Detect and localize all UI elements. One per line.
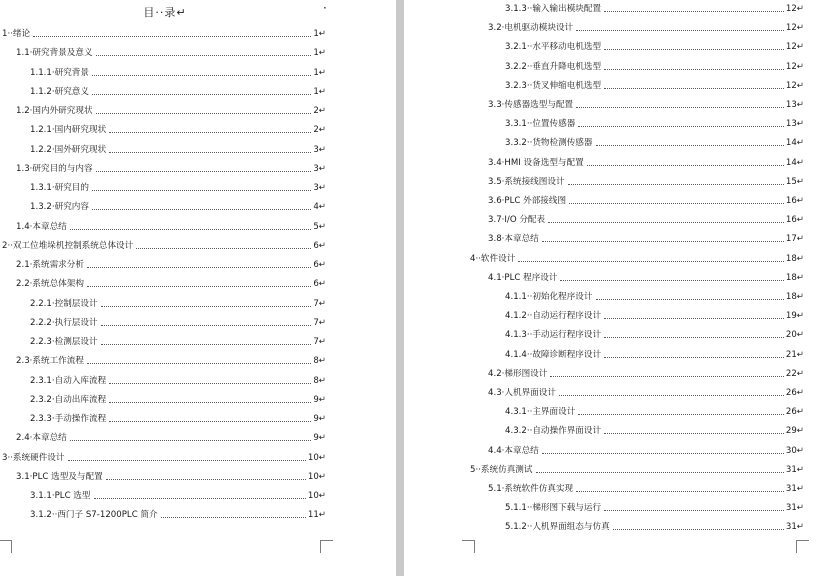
dot-leader <box>87 277 311 287</box>
toc-entry-title: 1.1.1·研究背景 <box>30 67 89 78</box>
toc-entry[interactable] <box>16 276 326 289</box>
dot-leader <box>68 451 306 461</box>
dot-leader <box>109 393 311 403</box>
toc-entry-page-number: 10↵ <box>307 452 326 463</box>
toc-entry-page-number: 1↵ <box>313 29 326 39</box>
dot-leader <box>576 482 784 492</box>
toc-entry[interactable] <box>505 135 804 148</box>
toc-entry-page-number: 13↵ <box>785 100 804 110</box>
toc-entry[interactable] <box>505 78 804 91</box>
toc-entry[interactable] <box>505 327 804 340</box>
toc-entry-title: 4.1.1··初始化程序设计 <box>505 292 593 302</box>
toc-entry[interactable] <box>30 334 326 347</box>
toc-entry-page-number: 18↵ <box>785 253 804 264</box>
dot-leader <box>92 200 311 210</box>
toc-entry-page-number: 3↵ <box>313 183 326 193</box>
left-document-page <box>0 0 396 576</box>
toc-entry-page-number: 22↵ <box>785 368 804 379</box>
dot-leader <box>559 386 784 396</box>
toc-entry-page-number: 9↵ <box>313 414 326 424</box>
toc-entry-title: 3.7·I/O 分配表 <box>488 215 546 226</box>
toc-entry[interactable] <box>488 97 804 110</box>
toc-entry-title: 2.4·本章总结 <box>16 433 67 444</box>
toc-entry[interactable] <box>505 116 804 129</box>
page-gutter <box>396 0 404 576</box>
toc-entry-title: 1.4·本章总结 <box>16 221 67 232</box>
toc-entry[interactable] <box>505 519 804 532</box>
toc-entry-page-number: 16↵ <box>785 196 804 206</box>
corner-mark: · <box>323 1 327 15</box>
toc-entry-title: 1.1.2·研究意义 <box>30 86 89 97</box>
page-corner-mark <box>462 540 475 553</box>
dot-leader <box>96 104 312 114</box>
toc-entry-page-number: 29↵ <box>785 426 804 437</box>
toc-entry-page-number: 4↵ <box>313 202 326 213</box>
toc-entry-title: 2.2.1·控制层设计 <box>30 298 98 309</box>
toc-entry-page-number: 31↵ <box>785 503 804 514</box>
dot-leader <box>569 194 784 204</box>
page-corner-mark <box>320 540 333 553</box>
toc-entry[interactable] <box>30 296 326 309</box>
dot-leader <box>106 470 306 480</box>
right-document-page <box>404 0 830 576</box>
toc-entry[interactable] <box>505 308 804 321</box>
dot-leader <box>101 335 312 345</box>
page-corner-mark <box>0 540 12 553</box>
toc-entry-title: 4.3.2··自动操作界面设计 <box>505 426 602 437</box>
dot-leader <box>604 309 784 319</box>
toc-entry-title: 1.3·研究目的与内容 <box>16 163 93 174</box>
toc-entry-title: 4.3·人机界面设计 <box>488 388 556 398</box>
toc-entry[interactable] <box>505 289 804 302</box>
dot-leader <box>109 123 311 133</box>
toc-entry-title: 3.2.2··垂直升降电机选型 <box>505 61 602 72</box>
toc-entry[interactable] <box>488 231 804 244</box>
toc-entry[interactable] <box>16 430 326 443</box>
toc-entry-page-number: 31↵ <box>785 464 804 475</box>
toc-entry-title: 2.2.2·执行层设计 <box>30 317 98 328</box>
toc-entry-page-number: 1↵ <box>313 67 326 78</box>
toc-entry-page-number: 15↵ <box>785 176 804 187</box>
toc-entry-title: 2.3.2·自动出库流程 <box>30 394 107 405</box>
toc-entry-title: 4··软件设计 <box>470 253 516 264</box>
toc-entry[interactable] <box>30 315 326 328</box>
toc-entry-page-number: 9↵ <box>313 394 326 405</box>
toc-entry[interactable] <box>488 155 804 168</box>
dot-leader <box>576 21 784 31</box>
dot-leader <box>101 316 312 326</box>
toc-entry-title: 1.3.1·研究目的 <box>30 183 89 193</box>
toc-entry-page-number: 12↵ <box>785 80 804 91</box>
toc-entry-title: 1.1·研究背景及意义 <box>16 48 93 59</box>
toc-entry-page-number: 12↵ <box>785 61 804 72</box>
dot-leader <box>101 297 312 307</box>
toc-entry-title: 4.1.3··手动运行程序设计 <box>505 330 602 341</box>
toc-entry[interactable] <box>30 392 326 405</box>
dot-leader <box>136 239 311 249</box>
toc-entry-page-number: 6↵ <box>313 260 326 270</box>
toc-entry[interactable] <box>30 373 326 386</box>
toc-entry[interactable] <box>470 462 804 475</box>
dot-leader <box>87 258 311 268</box>
toc-entry[interactable] <box>488 270 804 283</box>
toc-entry-page-number: 21↵ <box>785 349 804 360</box>
toc-entry[interactable] <box>30 199 326 212</box>
dot-leader <box>568 175 784 185</box>
toc-entry-page-number: 26↵ <box>785 388 804 398</box>
toc-entry-title: 3.3.2··货物检测传感器 <box>505 138 593 149</box>
dot-leader <box>109 143 311 153</box>
toc-entry[interactable] <box>505 500 804 513</box>
toc-entry-page-number: 1↵ <box>313 48 326 59</box>
dot-leader <box>96 162 312 172</box>
toc-entry-title: 4.4·本章总结 <box>488 445 539 456</box>
toc-entry-page-number: 12↵ <box>785 4 804 14</box>
toc-entry[interactable] <box>488 481 804 494</box>
dot-leader <box>560 271 783 281</box>
toc-entry[interactable] <box>488 443 804 456</box>
toc-entry-page-number: 16↵ <box>785 215 804 226</box>
dot-leader <box>536 463 784 473</box>
toc-entry-page-number: 31↵ <box>785 484 804 494</box>
toc-entry-page-number: 2↵ <box>313 125 326 136</box>
toc-entry-title: 1.2.2·国外研究现状 <box>30 144 107 155</box>
toc-entry[interactable] <box>30 84 326 97</box>
toc-entry-page-number: 18↵ <box>785 292 804 302</box>
toc-entry[interactable] <box>30 411 326 424</box>
toc-entry[interactable] <box>505 59 804 72</box>
toc-entry-page-number: 5↵ <box>313 221 326 232</box>
toc-entry-page-number: 12↵ <box>785 23 804 34</box>
dot-leader <box>92 85 311 95</box>
toc-entry-title: 3.6·PLC 外部接线图 <box>488 196 567 206</box>
dot-leader <box>604 79 784 89</box>
dot-leader <box>161 508 306 518</box>
dot-leader <box>578 117 784 127</box>
toc-entry-title: 2··双工位堆垛机控制系统总体设计 <box>2 240 134 251</box>
dot-leader <box>604 2 784 12</box>
toc-entry-page-number: 3↵ <box>313 163 326 174</box>
dot-leader <box>94 489 306 499</box>
toc-entry-page-number: 7↵ <box>313 317 326 328</box>
toc-entry-page-number: 13↵ <box>785 119 804 130</box>
dot-leader <box>596 290 784 300</box>
toc-entry[interactable] <box>505 423 804 436</box>
page-corner-mark <box>796 540 809 553</box>
dot-leader <box>109 374 311 384</box>
toc-entry-title: 3.5·系统接线图设计 <box>488 176 565 187</box>
toc-entry-page-number: 11↵ <box>307 510 326 521</box>
dot-leader <box>542 444 784 454</box>
toc-entry-page-number: 6↵ <box>313 279 326 290</box>
toc-entry-page-number: 30↵ <box>785 445 804 456</box>
toc-entry-title: 5.1.2··人机界面组态与仿真 <box>505 522 610 533</box>
toc-entry-title: 3.3.1··位置传感器 <box>505 119 576 130</box>
toc-entry[interactable] <box>505 404 804 417</box>
toc-entry-page-number: 8↵ <box>313 375 326 386</box>
toc-entry-title: 4.2·梯形图设计 <box>488 368 548 379</box>
toc-entry[interactable] <box>488 212 804 225</box>
toc-entry-page-number: 12↵ <box>785 42 804 53</box>
toc-entry[interactable] <box>488 366 804 379</box>
toc-entry[interactable] <box>30 65 326 78</box>
toc-entry[interactable] <box>488 385 804 398</box>
toc-entry-title: 4.1.4··故障诊断程序设计 <box>505 349 602 360</box>
toc-entry[interactable] <box>488 174 804 187</box>
dot-leader <box>604 40 784 50</box>
toc-entry-page-number: 3↵ <box>313 144 326 155</box>
toc-entry[interactable] <box>505 347 804 360</box>
dot-leader <box>613 520 784 530</box>
toc-entry-page-number: 14↵ <box>785 138 804 149</box>
toc-entry[interactable] <box>30 142 326 155</box>
toc-entry-page-number: 20↵ <box>785 330 804 341</box>
toc-entry-page-number: 14↵ <box>785 157 804 168</box>
toc-entry[interactable] <box>16 161 326 174</box>
toc-entry-title: 2.1·系统需求分析 <box>16 260 84 270</box>
toc-entry-title: 2.2·系统总体架构 <box>16 279 84 290</box>
toc-entry-title: 1.2.1·国内研究现状 <box>30 125 107 136</box>
toc-entry-title: 4.1·PLC 程序设计 <box>488 272 558 283</box>
toc-entry[interactable] <box>16 257 326 270</box>
dot-leader <box>604 348 784 358</box>
toc-entry-title: 3.2.1··水平移动电机选型 <box>505 42 602 53</box>
toc-entry-page-number: 8↵ <box>313 356 326 367</box>
toc-entry[interactable] <box>30 488 326 501</box>
toc-entry-title: 4.1.2··自动运行程序设计 <box>505 311 602 322</box>
toc-entry[interactable] <box>16 103 326 116</box>
dot-leader <box>542 232 784 242</box>
toc-entry-title: 4.3.1··主界面设计 <box>505 407 576 418</box>
dot-leader <box>604 424 784 434</box>
toc-entry-page-number: 17↵ <box>785 234 804 245</box>
dot-leader <box>604 501 784 511</box>
toc-entry[interactable] <box>16 353 326 366</box>
dot-leader <box>96 46 312 56</box>
dot-leader <box>92 66 311 76</box>
toc-entry-title: 1··绪论 <box>2 29 31 39</box>
toc-entry-title: 1.3.2·研究内容 <box>30 202 89 213</box>
dot-leader <box>70 431 312 441</box>
toc-entry[interactable] <box>16 45 326 58</box>
toc-entry[interactable] <box>2 450 326 463</box>
toc-entry-title: 5··系统仿真测试 <box>470 464 533 475</box>
toc-entry[interactable] <box>16 469 326 482</box>
toc-title: 目··录↵ <box>143 6 187 19</box>
dot-leader <box>92 181 311 191</box>
toc-entry[interactable] <box>2 26 326 39</box>
dot-leader <box>604 60 784 70</box>
toc-entry[interactable] <box>470 251 804 264</box>
toc-entry-title: 1.2·国内外研究现状 <box>16 106 93 116</box>
dot-leader <box>578 405 784 415</box>
dot-leader <box>33 27 311 37</box>
dot-leader <box>548 213 784 223</box>
toc-entry[interactable] <box>30 507 326 520</box>
dot-leader <box>550 367 783 377</box>
toc-entry-title: 5.1·系统软件仿真实现 <box>488 484 574 494</box>
toc-entry-page-number: 1↵ <box>313 86 326 97</box>
toc-entry[interactable] <box>488 20 804 33</box>
toc-entry-page-number: 26↵ <box>785 407 804 418</box>
toc-entry-page-number: 18↵ <box>785 272 804 283</box>
toc-entry-title: 3.2·电机驱动模块设计 <box>488 23 574 34</box>
toc-entry[interactable] <box>505 1 804 14</box>
dot-leader <box>604 328 784 338</box>
toc-entry-page-number: 6↵ <box>313 240 326 251</box>
toc-entry-page-number: 7↵ <box>313 337 326 347</box>
toc-entry-title: 3.3·传感器选型与配置 <box>488 100 574 110</box>
dot-leader <box>596 136 784 146</box>
toc-entry-title: 3.1.1·PLC 选型 <box>30 491 91 501</box>
toc-entry[interactable] <box>488 193 804 206</box>
dot-leader <box>70 220 312 230</box>
toc-entry-title: 3.4·HMI 设备选型与配置 <box>488 157 584 168</box>
toc-entry[interactable] <box>30 180 326 193</box>
dot-leader <box>587 156 784 166</box>
toc-entry-page-number: 10↵ <box>307 471 326 482</box>
dot-leader <box>518 252 784 262</box>
toc-entry-title: 2.3.3·手动操作流程 <box>30 414 107 424</box>
toc-entry[interactable] <box>2 238 326 251</box>
toc-entry-title: 3.2.3··货叉伸缩电机选型 <box>505 80 602 91</box>
toc-entry[interactable] <box>30 122 326 135</box>
toc-entry-page-number: 10↵ <box>307 491 326 501</box>
toc-entry-page-number: 2↵ <box>313 106 326 116</box>
toc-entry-title: 2.3·系统工作流程 <box>16 356 84 367</box>
toc-entry-title: 3.1.2··西门子 S7-1200PLC 简介 <box>30 510 158 521</box>
toc-entry-title: 3.1·PLC 选型及与配置 <box>16 471 103 482</box>
dot-leader <box>109 412 311 422</box>
toc-entry-page-number: 7↵ <box>313 298 326 309</box>
toc-entry-title: 5.1.1··梯形图下载与运行 <box>505 503 602 514</box>
toc-entry-title: 3.1.3··输入输出模块配置 <box>505 4 602 14</box>
toc-entry-page-number: 9↵ <box>313 433 326 444</box>
dot-leader <box>576 98 784 108</box>
toc-entry-page-number: 31↵ <box>785 522 804 533</box>
toc-entry[interactable] <box>16 219 326 232</box>
dot-leader <box>87 354 311 364</box>
toc-entry[interactable] <box>505 39 804 52</box>
toc-entry-title: 3.8·本章总结 <box>488 234 539 245</box>
toc-entry-title: 2.2.3·检测层设计 <box>30 337 98 347</box>
toc-entry-title: 2.3.1·自动入库流程 <box>30 375 107 386</box>
toc-entry-page-number: 19↵ <box>785 311 804 322</box>
toc-entry-title: 3··系统硬件设计 <box>2 452 65 463</box>
